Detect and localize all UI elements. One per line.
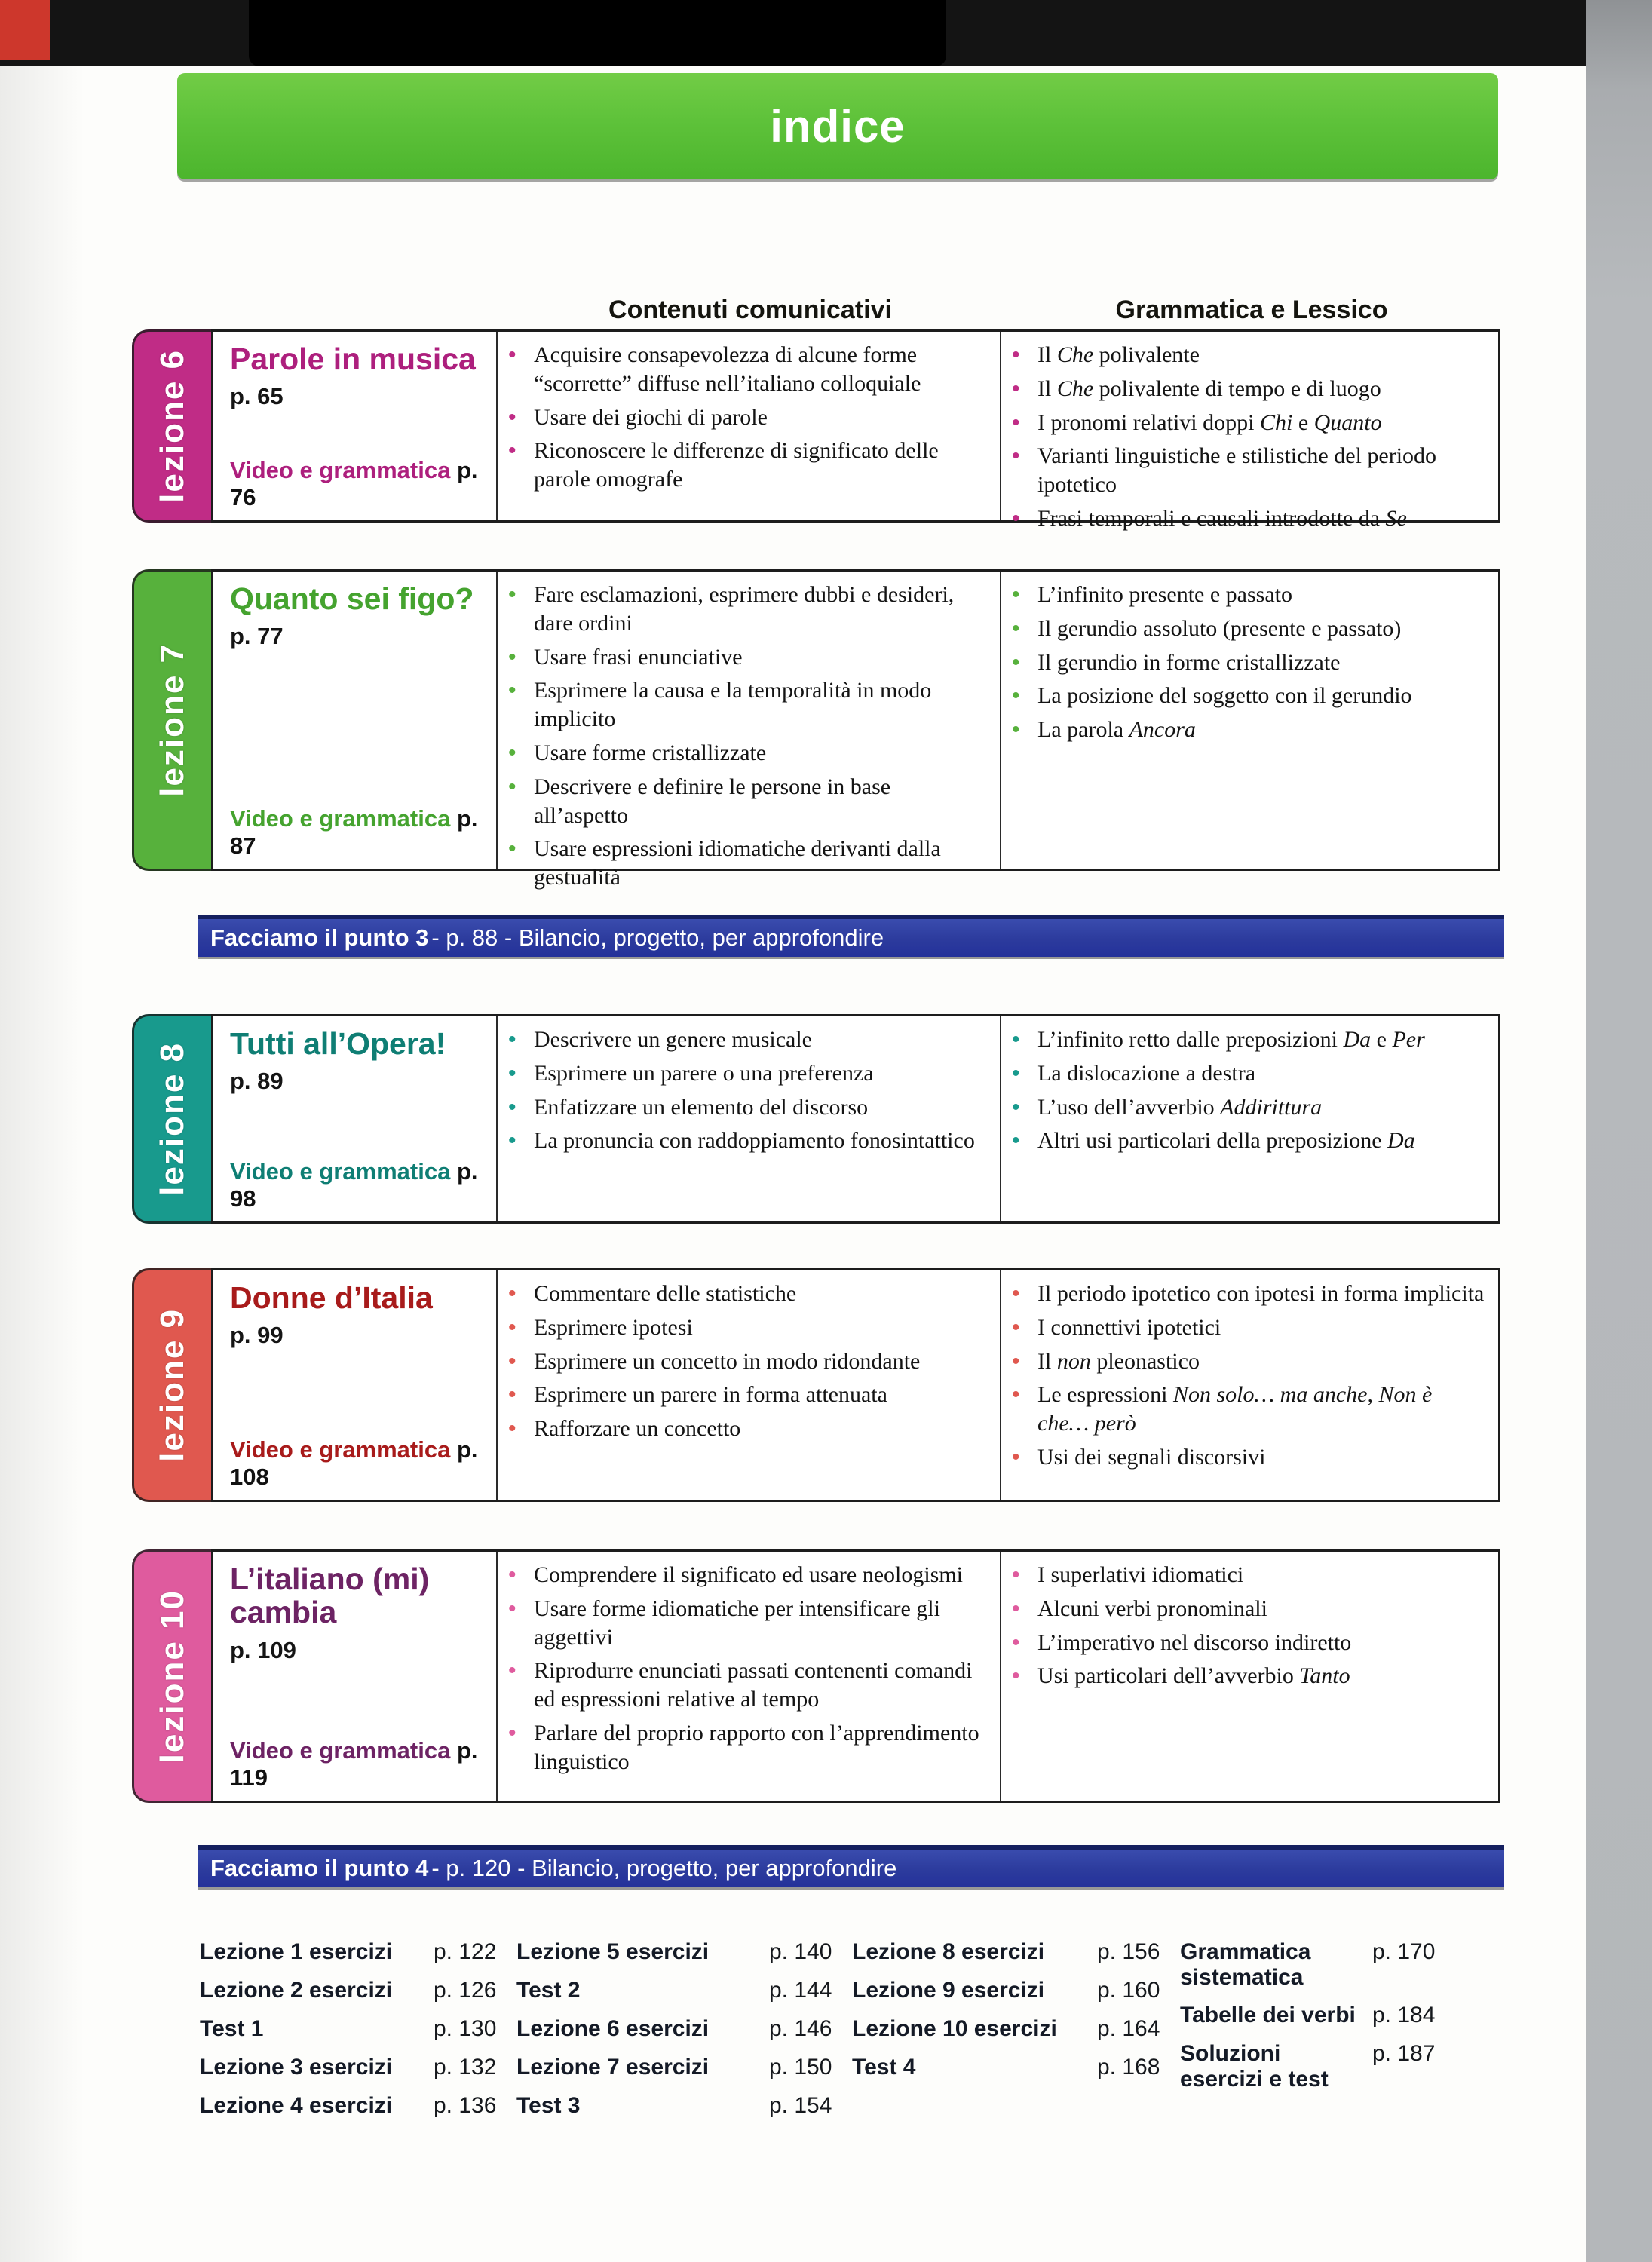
lesson-title: Quanto sei figo?	[230, 581, 474, 616]
bullet-icon: •	[1012, 582, 1020, 607]
bullet-item: • La dislocazione a destra	[1012, 1059, 1486, 1088]
contenuti-cell	[498, 572, 1001, 890]
exercise-page-number: p. 140	[769, 1939, 832, 1964]
bullet-icon: •	[508, 404, 516, 430]
punto-bar-title: Facciamo il punto 4	[210, 1855, 429, 1881]
bullet-icon: •	[1012, 375, 1020, 401]
lesson-block-8	[132, 1014, 1500, 1224]
exercise-label: Lezione 8 esercizi	[852, 1939, 1045, 1964]
video-grammar-page: p. 108	[230, 1436, 478, 1490]
scan-top-black-inner	[249, 0, 946, 66]
bullet-item: • Il non pleonastico	[1012, 1347, 1486, 1376]
lesson-title: L’italiano (mi) cambia	[230, 1562, 430, 1630]
exercise-row	[516, 1939, 852, 1965]
bullet-item: • Descrivere un genere musicale	[508, 1025, 988, 1054]
bullet-icon: •	[508, 1562, 516, 1587]
exercise-page-number: p. 156	[1097, 1939, 1160, 1964]
contenuti-cell	[498, 332, 1001, 520]
bullet-icon: •	[1012, 1348, 1020, 1374]
bullet-item: • Alcuni verbi pronominali	[1012, 1595, 1486, 1623]
bullet-icon: •	[1012, 717, 1020, 743]
exercise-row	[852, 2055, 1180, 2080]
video-grammar-page: p. 87	[230, 805, 478, 859]
exercises-column-3	[852, 1939, 1180, 2132]
lesson-table	[211, 329, 1500, 531]
bullet-icon: •	[508, 1382, 516, 1408]
bullet-icon: •	[1012, 1444, 1020, 1470]
bullet-icon: •	[508, 1128, 516, 1154]
lesson-title-cell	[213, 1270, 498, 1500]
bullet-icon: •	[1012, 1060, 1020, 1086]
bullet-icon: •	[508, 678, 516, 703]
grammatica-cell	[1001, 572, 1498, 869]
bullet-item: • I connettivi ipotetici	[1012, 1313, 1486, 1342]
video-grammar-page: p. 98	[230, 1158, 478, 1212]
exercise-label: Tabelle dei verbi	[1180, 2003, 1356, 2028]
exercise-page-number: p. 170	[1372, 1939, 1436, 1964]
contenuti-list	[508, 1561, 988, 1776]
bullet-icon: •	[1012, 1382, 1020, 1408]
bullet-item: • Esprimere la causa e la temporalità in modo implicito	[508, 676, 988, 734]
exercise-label: Test 2	[516, 1978, 581, 2003]
exercise-row	[852, 1939, 1180, 1965]
bullet-item: • Usi particolari dell’avverbio Tanto	[1012, 1662, 1486, 1690]
bullet-icon: •	[1012, 615, 1020, 641]
exercise-label: Lezione 9 esercizi	[852, 1978, 1045, 2003]
exercise-page-number: p. 150	[769, 2055, 832, 2080]
exercise-label: Grammatica sistematica	[1180, 1939, 1311, 1990]
bullet-icon: •	[1012, 683, 1020, 709]
bullet-icon: •	[508, 1281, 516, 1306]
bullet-icon: •	[508, 1314, 516, 1340]
bullet-item: • Usare dei giochi di parole	[508, 403, 988, 432]
exercise-page-number: p. 126	[434, 1978, 497, 2003]
exercise-label: Lezione 7 esercizi	[516, 2055, 710, 2080]
exercise-row	[200, 2093, 516, 2119]
contenuti-list	[508, 1280, 988, 1443]
lesson-table	[211, 1549, 1500, 1803]
bullet-icon: •	[508, 438, 516, 464]
exercise-label: Test 3	[516, 2093, 581, 2118]
exercise-page-number: p. 144	[769, 1978, 832, 2003]
exercise-row	[516, 2093, 852, 2119]
bullet-item: • Parlare del proprio rapporto con l’apprendimento linguistico	[508, 1719, 988, 1776]
bullet-item: • Esprimere un parere o una preferenza	[508, 1059, 988, 1088]
page-title: indice	[770, 101, 906, 152]
bullet-item: • L’imperativo nel discorso indiretto	[1012, 1629, 1486, 1657]
exercise-row	[200, 1978, 516, 2003]
video-grammar-line	[230, 1436, 483, 1491]
lesson-block-7	[132, 569, 1500, 890]
bullet-icon: •	[1012, 1314, 1020, 1340]
exercise-label: Lezione 3 esercizi	[200, 2055, 393, 2080]
exercise-page-number: p. 168	[1097, 2055, 1160, 2080]
exercise-label: Lezione 4 esercizi	[200, 2093, 393, 2118]
bullet-icon: •	[1012, 1094, 1020, 1120]
exercise-row	[1180, 1939, 1500, 1990]
exercises-column-2	[516, 1939, 852, 2132]
lesson-title-cell	[213, 332, 498, 520]
lesson-title-cell	[213, 1552, 498, 1801]
contenuti-cell	[498, 1016, 1001, 1221]
bullet-icon: •	[508, 644, 516, 670]
grammatica-list	[1012, 1280, 1486, 1472]
bullet-icon: •	[1012, 1663, 1020, 1689]
lesson-page-number: p. 77	[230, 623, 284, 650]
bullet-icon: •	[508, 1595, 516, 1621]
video-grammar-line	[230, 457, 483, 511]
exercise-row	[200, 1939, 516, 1965]
exercise-page-number: p. 146	[769, 2016, 832, 2041]
bullet-item: • Il gerundio assoluto (presente e passato)	[1012, 615, 1486, 643]
grammatica-list	[1012, 581, 1486, 744]
scan-red-chip	[0, 0, 50, 60]
bullet-icon: •	[508, 1720, 516, 1746]
lesson-tab-label: lezione 7	[154, 643, 191, 797]
bullet-item: • Le espressioni Non solo… ma anche, Non è che… però	[1012, 1381, 1486, 1438]
exercises-index	[200, 1939, 1500, 2132]
bullet-item: • Comprendere il significato ed usare neologismi	[508, 1561, 988, 1589]
exercise-label: Lezione 10 esercizi	[852, 2016, 1057, 2041]
grammatica-cell	[1001, 1016, 1498, 1221]
bullet-item: • Il Che polivalente	[1012, 341, 1486, 369]
exercise-row	[1180, 2003, 1500, 2028]
lesson-title: Parole in musica	[230, 342, 476, 376]
exercise-label: Test 4	[852, 2055, 916, 2080]
bullet-icon: •	[1012, 505, 1020, 531]
exercise-label: Test 1	[200, 2016, 264, 2041]
exercise-row	[516, 1978, 852, 2003]
lesson-tab-label: lezione 8	[154, 1042, 191, 1196]
bullet-item: • Enfatizzare un elemento del discorso	[508, 1093, 988, 1122]
lesson-tab-10	[132, 1549, 211, 1803]
exercise-page-number: p. 136	[434, 2093, 497, 2118]
grammatica-list	[1012, 1025, 1486, 1155]
scan-right-edge	[1586, 0, 1652, 2262]
bullet-item: • L’infinito presente e passato	[1012, 581, 1486, 609]
bullet-icon: •	[1012, 1027, 1020, 1052]
grammatica-cell	[1001, 1270, 1498, 1500]
contenuti-cell	[498, 1270, 1001, 1500]
exercises-column-1	[200, 1939, 516, 2132]
exercise-page-number: p. 187	[1372, 2041, 1436, 2067]
bullet-icon: •	[1012, 342, 1020, 367]
lesson-table	[211, 1268, 1500, 1502]
lesson-tab-8	[132, 1014, 211, 1224]
lesson-tab-7	[132, 569, 211, 871]
punto-bar-subtitle: - p. 120 - Bilancio, progetto, per approfondire	[431, 1855, 897, 1881]
bullet-item: • La posizione del soggetto con il gerundio	[1012, 682, 1486, 710]
bullet-item: • Commentare delle statistiche	[508, 1280, 988, 1308]
indice-header-bar	[177, 73, 1498, 179]
contenuti-list	[508, 341, 988, 494]
lesson-tab-9	[132, 1268, 211, 1502]
grammatica-cell	[1001, 332, 1498, 531]
bullet-icon: •	[1012, 649, 1020, 675]
lesson-title: Tutti all’Opera!	[230, 1026, 446, 1061]
bullet-icon: •	[1012, 1128, 1020, 1154]
lesson-page-number: p. 109	[230, 1636, 296, 1663]
bullet-item: • Esprimere un parere in forma attenuata	[508, 1381, 988, 1409]
exercise-label: Lezione 5 esercizi	[516, 1939, 710, 1964]
exercise-page-number: p. 122	[434, 1939, 497, 1964]
lesson-page-number: p. 99	[230, 1322, 284, 1349]
video-grammar-label: Video e grammatica	[230, 1436, 451, 1463]
grammatica-cell	[1001, 1552, 1498, 1801]
exercise-page-number: p. 130	[434, 2016, 497, 2041]
lesson-title-cell	[213, 1016, 498, 1221]
bullet-item: • I pronomi relativi doppi Chi e Quanto	[1012, 409, 1486, 437]
facciamo-punto-4-bar	[198, 1845, 1504, 1887]
contenuti-list	[508, 581, 988, 892]
bullet-item: • Esprimere ipotesi	[508, 1313, 988, 1342]
contenuti-list	[508, 1025, 988, 1155]
column-header-spacer	[132, 296, 498, 325]
video-grammar-label: Video e grammatica	[230, 1737, 451, 1764]
bullet-item: • Esprimere un concetto in modo ridondante	[508, 1347, 988, 1376]
lesson-table	[211, 1014, 1500, 1224]
scan-top-black-bar	[0, 0, 1586, 66]
contenuti-cell	[498, 1552, 1001, 1801]
lesson-table	[211, 569, 1500, 890]
bullet-item: • Fare esclamazioni, esprimere dubbi e desideri, dare ordini	[508, 581, 988, 638]
exercise-row	[852, 1978, 1180, 2003]
lesson-tab-label: lezione 6	[154, 349, 191, 503]
bullet-icon: •	[508, 582, 516, 607]
exercise-page-number: p. 184	[1372, 2003, 1436, 2028]
column-headers	[132, 296, 1500, 325]
bullet-item: • Usare frasi enunciative	[508, 643, 988, 672]
exercise-page-number: p. 132	[434, 2055, 497, 2080]
bullet-icon: •	[1012, 1281, 1020, 1306]
lesson-page-number: p. 65	[230, 383, 284, 410]
bullet-icon: •	[508, 1094, 516, 1120]
bullet-item: • La pronuncia con raddoppiamento fonosintattico	[508, 1126, 988, 1155]
scan-left-shade	[0, 66, 106, 2262]
bullet-icon: •	[508, 774, 516, 799]
exercise-page-number: p. 154	[769, 2093, 832, 2118]
bullet-item: • Riprodurre enunciati passati contenenti comandi ed espressioni relative al tempo	[508, 1657, 988, 1714]
bullet-icon: •	[508, 1348, 516, 1374]
bullet-icon: •	[1012, 1595, 1020, 1621]
column-header-grammatica: Grammatica e Lessico	[1115, 296, 1388, 324]
bullet-item: • Altri usi particolari della preposizione Da	[1012, 1126, 1486, 1155]
lesson-block-9	[132, 1268, 1500, 1502]
column-header-contenuti: Contenuti comunicativi	[608, 296, 892, 324]
bullet-item: • L’uso dell’avverbio Addirittura	[1012, 1093, 1486, 1122]
bullet-item: • Usare espressioni idiomatiche derivanti dalla gestualità	[508, 835, 988, 892]
bullet-icon: •	[1012, 1562, 1020, 1587]
exercise-row	[516, 2016, 852, 2042]
punto-bar-title: Facciamo il punto 3	[210, 924, 429, 951]
facciamo-punto-3-bar	[198, 915, 1504, 957]
exercise-label: Lezione 1 esercizi	[200, 1939, 393, 1964]
bullet-icon: •	[508, 1416, 516, 1442]
exercise-row	[1180, 2041, 1500, 2092]
bullet-icon: •	[508, 1060, 516, 1086]
bullet-item: • Riconoscere le differenze di significato delle parole omografe	[508, 437, 988, 494]
lesson-tab-label: lezione 10	[154, 1589, 191, 1764]
bullet-icon: •	[508, 342, 516, 367]
exercise-row	[852, 2016, 1180, 2042]
grammatica-list	[1012, 341, 1486, 533]
bullet-item: • Usi dei segnali discorsivi	[1012, 1443, 1486, 1472]
bullet-icon: •	[1012, 1629, 1020, 1655]
exercise-row	[200, 2055, 516, 2080]
lesson-title-cell	[213, 572, 498, 869]
bullet-item: • Il Che polivalente di tempo e di luogo	[1012, 375, 1486, 403]
lesson-block-6	[132, 329, 1500, 531]
bullet-item: • Frasi temporali e causali introdotte da Se	[1012, 504, 1486, 533]
bullet-item: • Il gerundio in forme cristallizzate	[1012, 648, 1486, 677]
lesson-tab-6	[132, 329, 211, 523]
grammatica-list	[1012, 1561, 1486, 1690]
lesson-tab-label: lezione 9	[154, 1308, 191, 1462]
video-grammar-label: Video e grammatica	[230, 457, 451, 483]
bullet-icon: •	[1012, 443, 1020, 469]
exercises-column-4	[1180, 1939, 1500, 2132]
bullet-icon: •	[508, 836, 516, 862]
bullet-icon: •	[508, 1658, 516, 1684]
bullet-item: • Rafforzare un concetto	[508, 1415, 988, 1443]
video-grammar-line	[230, 1737, 483, 1792]
video-grammar-page: p. 119	[230, 1737, 478, 1791]
bullet-icon: •	[1012, 409, 1020, 435]
exercise-row	[516, 2055, 852, 2080]
lesson-page-number: p. 89	[230, 1068, 284, 1095]
bullet-item: • Usare forme cristallizzate	[508, 739, 988, 768]
exercise-page-number: p. 164	[1097, 2016, 1160, 2041]
video-grammar-label: Video e grammatica	[230, 805, 451, 832]
exercise-page-number: p. 160	[1097, 1978, 1160, 2003]
exercise-label: Lezione 6 esercizi	[516, 2016, 710, 2041]
bullet-item: • Descrivere e definire le persone in base all’aspetto	[508, 773, 988, 830]
exercise-label: Lezione 2 esercizi	[200, 1978, 393, 2003]
bullet-item: • Il periodo ipotetico con ipotesi in forma implicita	[1012, 1280, 1486, 1308]
bullet-icon: •	[508, 1027, 516, 1052]
bullet-item: • Usare forme idiomatiche per intensificare gli aggettivi	[508, 1595, 988, 1652]
bullet-item: • L’infinito retto dalle preposizioni Da e Per	[1012, 1025, 1486, 1054]
exercise-label: Soluzioni esercizi e test	[1180, 2041, 1329, 2092]
bullet-item: • Varianti linguistiche e stilistiche del periodo ipotetico	[1012, 442, 1486, 499]
exercise-row	[200, 2016, 516, 2042]
video-grammar-line	[230, 1158, 483, 1212]
video-grammar-label: Video e grammatica	[230, 1158, 451, 1185]
punto-bar-subtitle: - p. 88 - Bilancio, progetto, per approfondire	[431, 924, 884, 951]
video-grammar-page: p. 76	[230, 457, 478, 510]
bullet-icon: •	[508, 740, 516, 765]
video-grammar-line	[230, 805, 483, 860]
bullet-item: • Acquisire consapevolezza di alcune forme “scorrette” diffuse nell’italiano colloquiale	[508, 341, 988, 398]
bullet-item: • I superlativi idiomatici	[1012, 1561, 1486, 1589]
lesson-block-10	[132, 1549, 1500, 1803]
bullet-item: • La parola Ancora	[1012, 716, 1486, 744]
lesson-title: Donne d’Italia	[230, 1280, 433, 1315]
